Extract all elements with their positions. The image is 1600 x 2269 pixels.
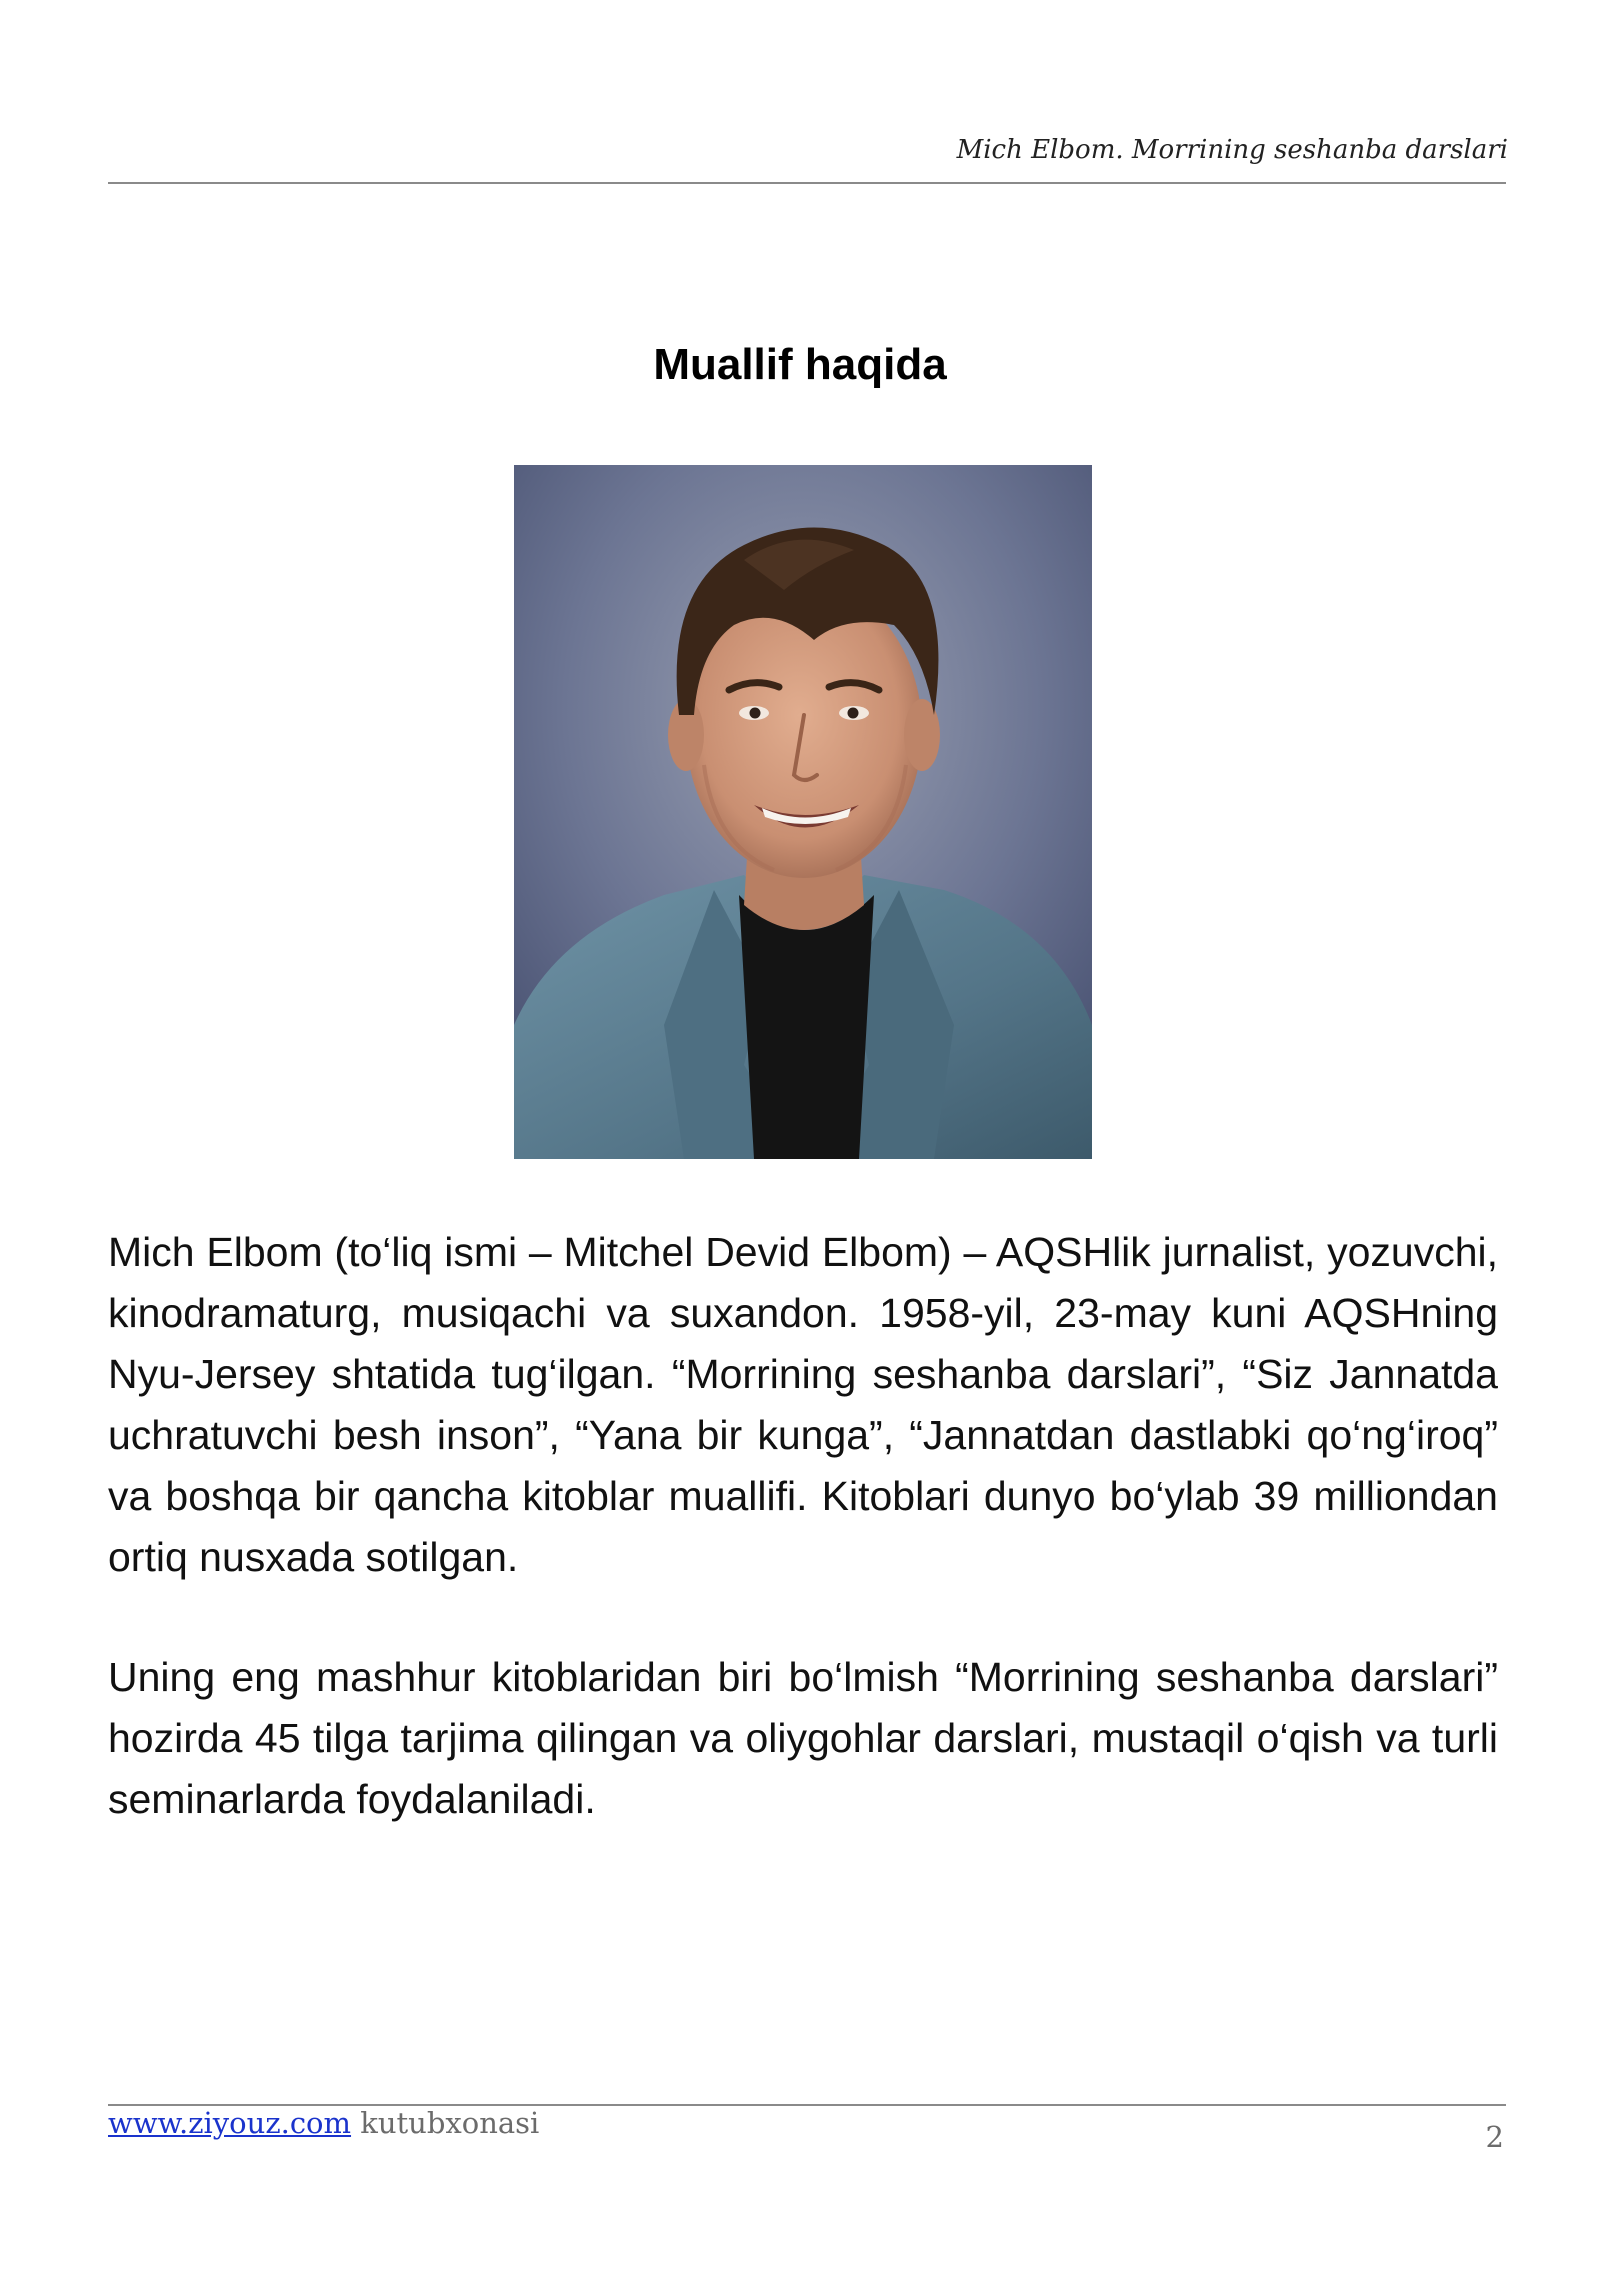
paragraph-famous-book: Uning eng mashhur kitoblaridan biri bo‘lmish “Morrining seshanba darslari” hozirda 45 tilga tarjima qilingan va oliygohlar darslari, mustaqil o‘qish va turli seminarlarda foydalaniladi. [108,1654,1498,1822]
author-portrait [514,465,1092,1159]
footer-suffix: kutubxonasi [351,2106,540,2140]
portrait-illustration [514,465,1092,1159]
ziyouz-link[interactable]: www.ziyouz.com [108,2106,352,2140]
page-title: Muallif haqida [653,340,947,389]
paragraph-biography: Mich Elbom (to‘liq ismi – Mitchel Devid Elbom) – AQSHlik jurnalist, yozuvchi, kinodramaturg, musiqachi va suxandon. 1958-yil, 23-may kuni AQSHning Nyu-Jersey shtatida tug‘ilgan. “Morrining seshanba darslari”, “Siz Jannatda uchratuvchi besh inson”, “Yana bir kunga”, “Jannatdan dastlabki qo‘ng‘iroq” va boshqa bir qancha kitoblar muallifi. Kitoblari dunyo bo‘ylab 39 milliondan ortiq nusxada sotilgan. [108,1229,1498,1580]
running-header: Mich Elbom. Morrining seshanba darslari [956,135,1508,165]
header-divider [108,182,1506,184]
page-number: 2 [1485,2120,1504,2154]
footer-source [108,2106,539,2140]
